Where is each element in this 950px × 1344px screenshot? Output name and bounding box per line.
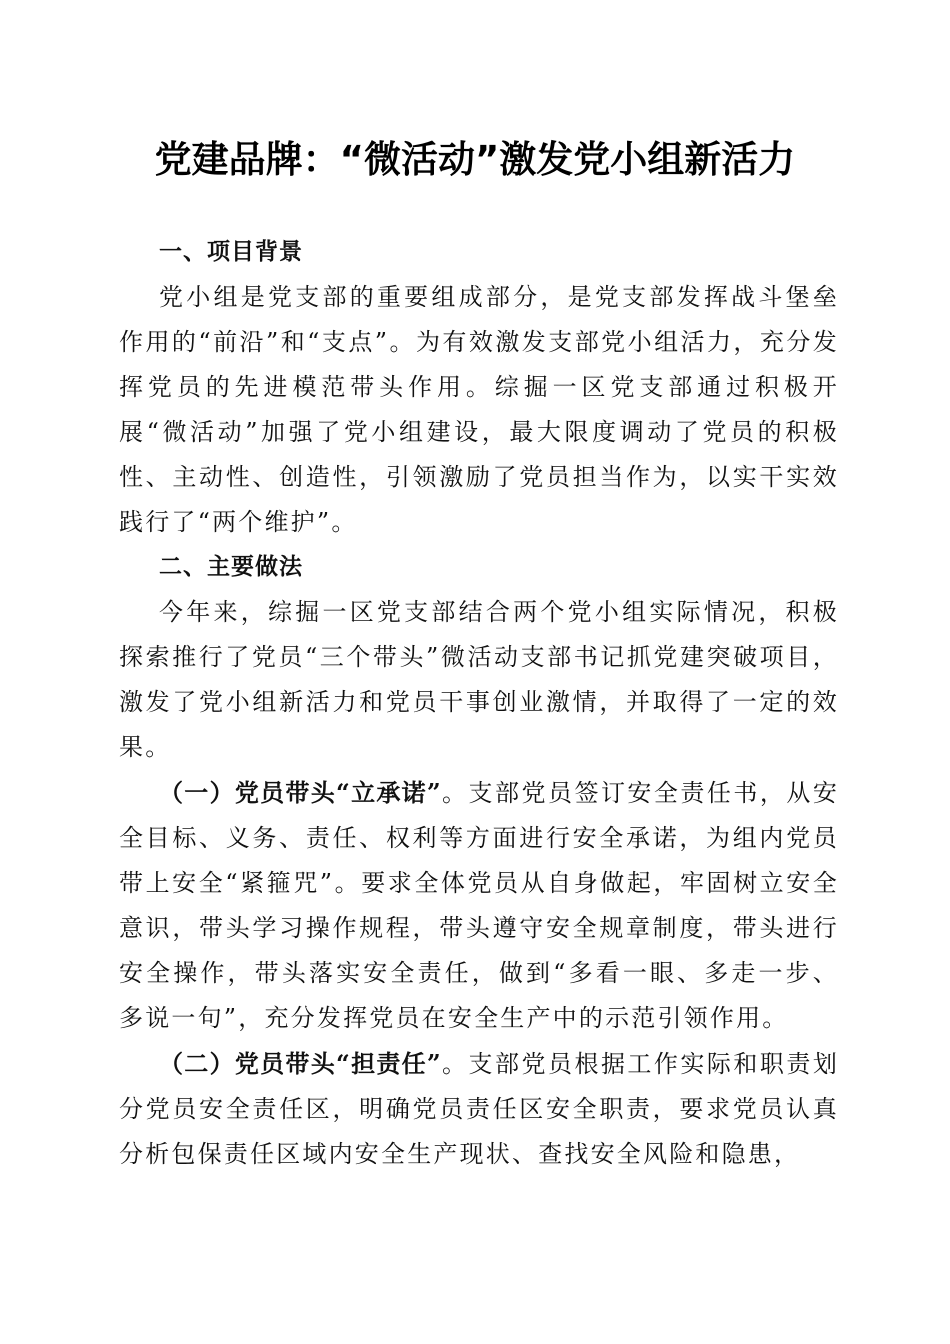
section-heading-background: 一、项目背景 [159, 239, 303, 265]
method-item-commitment [119, 770, 839, 1041]
background-paragraph: 党小组是党支部的重要组成部分，是党支部发挥战斗堡垒作用的“前沿”和“支点”。为有效激发支部党小组活力，充分发挥党员的先进模范带头作用。综掘一区党支部通过积极开展“微活动”加强了党小组建设，最大限度调动了党员的积极性、主动性、创造性，引领激励了党员担当作为，以实干实效践行了“两个维护”。 [119, 283, 839, 536]
method-item-commitment-lead: （一）党员带头“立承诺” [159, 778, 442, 807]
methods-intro-paragraph: 今年来，综掘一区党支部结合两个党小组实际情况，积极探索推行了党员“三个带头”微活动支部书记抓党建突破项目，激发了党小组新活力和党员干事创业激情，并取得了一定的效果。 [119, 598, 839, 761]
method-item-commitment-text: 。支部党员签订安全责任书，从安全目标、义务、责任、权利等方面进行安全承诺，为组内党员带上安全“紧箍咒”。要求全体党员从自身做起，牢固树立安全意识，带头学习操作规程，带头遵守安全规章制度，带头进行安全操作，带头落实安全责任，做到“多看一眼、多走一步、多说一句”，充分发挥党员在安全生产中的示范引领作用。 [119, 779, 840, 1032]
method-item-responsibility-text: 。支部党员根据工作实际和职责划分党员安全责任区，明确党员责任区安全职责，要求党员认真分析包保责任区域内安全生产现状、查找安全风险和隐患， [119, 1050, 840, 1168]
document-title: 党建品牌：“微活动”激发党小组新活力 [154, 138, 796, 181]
method-item-responsibility [119, 1041, 839, 1177]
section-heading-methods: 二、主要做法 [159, 554, 303, 580]
method-item-responsibility-lead: （二）党员带头“担责任” [159, 1049, 442, 1078]
document-body [119, 230, 839, 1177]
